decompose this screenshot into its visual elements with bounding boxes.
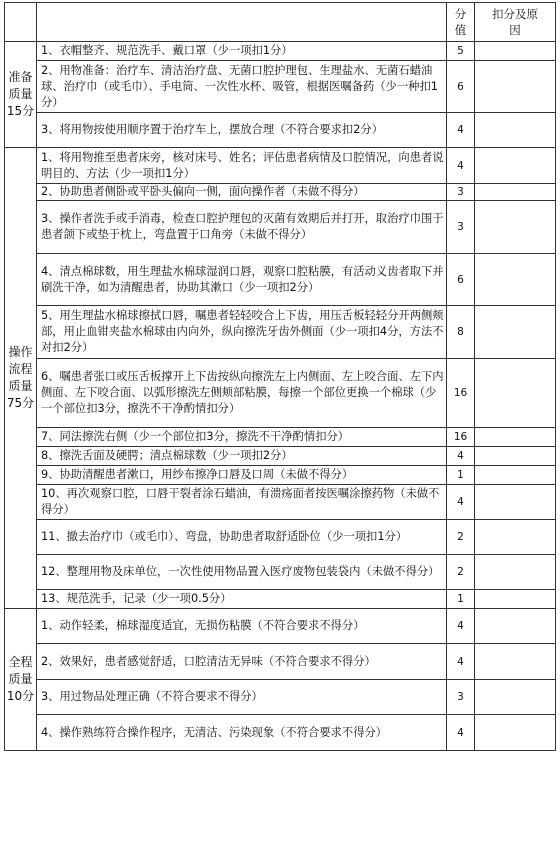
deduction-cell[interactable] — [475, 609, 556, 644]
item-text: 3、用过物品处理正确（不符合要求不得分） — [37, 680, 447, 715]
deduction-cell[interactable] — [475, 715, 556, 751]
table-row — [5, 254, 556, 306]
item-text: 7、同法擦洗右侧（少一个部位扣3分，擦洗不干净酌情扣分） — [37, 428, 447, 447]
table-row — [5, 42, 556, 61]
item-text: 13、规范洗手，记录（少一项0.5分） — [37, 590, 447, 609]
item-score: 4 — [447, 715, 475, 751]
item-text: 3、操作者洗手或手消毒，检查口腔护理包的灭菌有效期后并打开，取治疗巾围于患者颌下或垫于枕上，弯盘置于口角旁（未做不得分） — [37, 201, 447, 254]
item-score: 3 — [447, 680, 475, 715]
item-score: 6 — [447, 254, 475, 306]
deduction-cell[interactable] — [475, 485, 556, 520]
item-text: 5、用生理盐水棉球擦拭口唇，嘱患者轻轻咬合上下齿，用压舌板轻轻分开两侧颊部，用止血钳夹盐水棉球由内向外，纵向擦洗牙齿外侧面（少一项扣4分，方法不对扣2分） — [37, 306, 447, 359]
item-text: 1、将用物推至患者床旁，核对床号、姓名；评估患者病情及口腔情况，向患者说明目的、方法（少一项扣1分） — [37, 148, 447, 184]
table-row — [5, 466, 556, 485]
table-row — [5, 644, 556, 680]
deduction-cell[interactable] — [475, 184, 556, 201]
item-text: 2、效果好，患者感觉舒适，口腔清洁无异味（不符合要求不得分） — [37, 644, 447, 680]
header-row — [5, 3, 556, 42]
deduction-cell[interactable] — [475, 359, 556, 428]
item-score: 4 — [447, 485, 475, 520]
item-score: 3 — [447, 201, 475, 254]
section-label: 全程质量10分 — [5, 609, 37, 751]
item-score: 3 — [447, 184, 475, 201]
item-text: 10、再次观察口腔，口唇干裂者涂石蜡油，有溃疡面者按医嘱涂擦药物（未做不得分） — [37, 485, 447, 520]
table-row — [5, 485, 556, 520]
section-label: 准备质量15分 — [5, 42, 37, 148]
section-label: 操作流程质量75分 — [5, 148, 37, 609]
deduction-cell[interactable] — [475, 466, 556, 485]
item-score: 6 — [447, 61, 475, 113]
table-row — [5, 609, 556, 644]
item-text: 9、协助清醒患者漱口，用纱布擦净口唇及口周（未做不得分） — [37, 466, 447, 485]
item-text: 6、嘱患者张口或压舌板撑开上下齿按纵向擦洗左上内侧面、左上咬合面、左下内侧面、左下咬合面、以弧形擦洗左侧颊部粘膜，每擦一个部位更换一个棉球（少一个部位扣3分，擦洗不干净酌情扣分） — [37, 359, 447, 428]
deduction-cell[interactable] — [475, 644, 556, 680]
item-score: 2 — [447, 555, 475, 590]
table-row — [5, 359, 556, 428]
table-row — [5, 184, 556, 201]
item-text: 1、动作轻柔，棉球湿度适宜，无损伤粘膜（不符合要求不得分） — [37, 609, 447, 644]
item-score: 1 — [447, 590, 475, 609]
header-deduction: 扣分及原因 — [475, 3, 556, 42]
item-text: 1、衣帽整齐、规范洗手、戴口罩（少一项扣1分） — [37, 42, 447, 61]
deduction-cell[interactable] — [475, 254, 556, 306]
scoring-sheet — [4, 2, 555, 751]
deduction-cell[interactable] — [475, 148, 556, 184]
item-text: 2、用物准备：治疗车、清洁治疗盘、无菌口腔护理包、生理盐水、无菌石蜡油球、治疗巾（或毛巾）、手电筒、一次性水杯、吸管，根据医嘱备药（少一种扣1分） — [37, 61, 447, 113]
item-score: 2 — [447, 520, 475, 555]
table-row — [5, 715, 556, 751]
deduction-cell[interactable] — [475, 520, 556, 555]
deduction-cell[interactable] — [475, 590, 556, 609]
item-text: 8、擦洗舌面及硬腭；清点棉球数（少一项扣2分） — [37, 447, 447, 466]
deduction-cell[interactable] — [475, 61, 556, 113]
item-score: 4 — [447, 609, 475, 644]
item-score: 8 — [447, 306, 475, 359]
item-score: 5 — [447, 42, 475, 61]
table-row — [5, 447, 556, 466]
deduction-cell[interactable] — [475, 447, 556, 466]
table-body — [5, 42, 556, 751]
deduction-cell[interactable] — [475, 306, 556, 359]
table-row — [5, 201, 556, 254]
table-row — [5, 306, 556, 359]
table-row — [5, 555, 556, 590]
deduction-cell[interactable] — [475, 680, 556, 715]
item-text: 12、整理用物及床单位，一次性使用物品置入医疗废物包装袋内（未做不得分） — [37, 555, 447, 590]
table-row — [5, 520, 556, 555]
item-text: 11、撤去治疗巾（或毛巾）、弯盘，协助患者取舒适卧位（少一项扣1分） — [37, 520, 447, 555]
item-text: 3、将用物按使用顺序置于治疗车上，摆放合理（不符合要求扣2分） — [37, 113, 447, 148]
table-row — [5, 590, 556, 609]
deduction-cell[interactable] — [475, 428, 556, 447]
header-score: 分值 — [447, 3, 475, 42]
item-score: 4 — [447, 644, 475, 680]
item-score: 16 — [447, 359, 475, 428]
item-text: 2、协助患者侧卧或平卧头偏向一侧，面向操作者（未做不得分） — [37, 184, 447, 201]
item-score: 4 — [447, 148, 475, 184]
item-text: 4、操作熟练符合操作程序，无清洁、污染现象（不符合要求不得分） — [37, 715, 447, 751]
deduction-cell[interactable] — [475, 42, 556, 61]
item-score: 16 — [447, 428, 475, 447]
header-category — [5, 3, 37, 42]
item-score: 4 — [447, 113, 475, 148]
deduction-cell[interactable] — [475, 113, 556, 148]
table-row — [5, 428, 556, 447]
table-row — [5, 61, 556, 113]
item-score: 1 — [447, 466, 475, 485]
item-text: 4、清点棉球数，用生理盐水棉球湿润口唇，观察口腔粘膜，有活动义齿者取下并刷洗干净，如为清醒患者，协助其漱口（少一项扣2分） — [37, 254, 447, 306]
item-score: 4 — [447, 447, 475, 466]
header-content — [37, 3, 447, 42]
scoring-table — [4, 2, 556, 751]
table-row — [5, 113, 556, 148]
deduction-cell[interactable] — [475, 201, 556, 254]
table-row — [5, 680, 556, 715]
table-row — [5, 148, 556, 184]
deduction-cell[interactable] — [475, 555, 556, 590]
